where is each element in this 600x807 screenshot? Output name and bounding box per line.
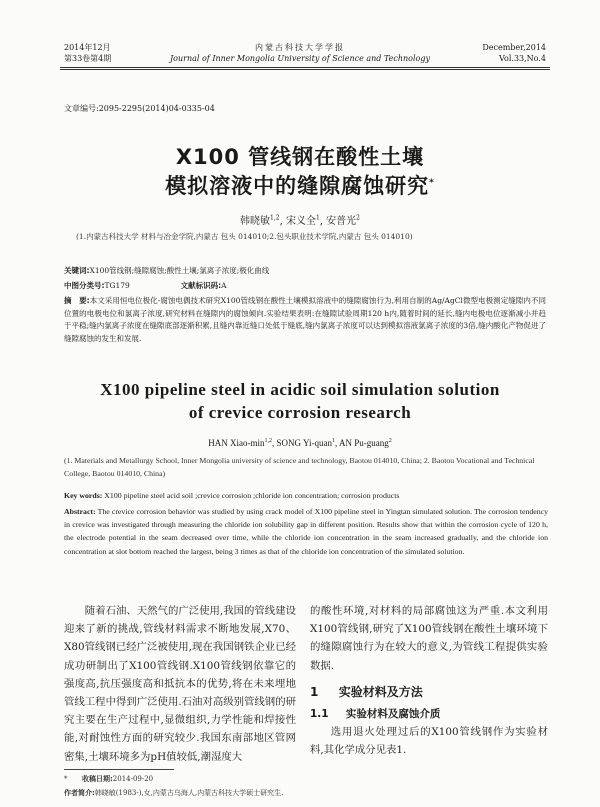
body-right-column [310, 602, 548, 759]
author-cn-1: 韩晓敏 [240, 216, 271, 227]
author-en-3: AN Pu-guang [338, 438, 389, 448]
subsection-title: 实验材料及腐蚀介质 [345, 707, 441, 720]
author-cn-1-sup: 1,2 [270, 214, 280, 222]
title-cn-line1: X100 管线钢在酸性土壤 [175, 145, 425, 169]
classification-value: TG179 [104, 281, 130, 290]
author-info-label: 作者简介: [64, 789, 95, 797]
header-rule [60, 67, 550, 68]
abstract-en [64, 505, 548, 558]
section-1-number: 1 [310, 684, 319, 699]
body-left-paragraph: 随着石油、天然气的广泛使用,我国的管线建设迎来了新的挑战,管线材料需求不断地发展,X70、X80管线钢已经广泛被使用,现在我国钢铁企业已经成功研制出了X100管线钢.X100管线钢依靠它的强度高,抗压强度高和抵抗本的优势,将在未来埋地管线工程中得到广泛使用.石油对高级别管线钢的研究主要在生产过程中,显微组织,力学性能和焊接性能,对耐蚀性方面的研究较少.我国东南部地区管网密集,土壤环境多为pH值较低,潮湿度大 [64, 605, 296, 763]
author-cn-3-sup: 2 [356, 214, 360, 222]
section-1-heading [310, 683, 548, 700]
abstract-cn-label: 摘 要: [64, 296, 90, 305]
header-journal-en: Journal of Inner Mongolia University of Science and Technology [169, 54, 431, 63]
title-footnote-mark: * [429, 178, 435, 188]
header-journal-cn: 内蒙古科技大学学报 [255, 43, 345, 52]
title-en-line1: X100 pipeline steel in acidic soil simulation solution [100, 380, 500, 399]
affiliation-cn: (1.内蒙古科技大学 材料与冶金学院,内蒙古 包头 014010;2.包头职业技术学院,内蒙古 包头 014010) [76, 232, 413, 241]
subsection-number: 1.1 [310, 707, 329, 720]
author-en-2-sup: 1 [331, 438, 335, 444]
keywords-en: X100 pipeline steel acid soil ;crevice corrosion ;chloride ion concentration; corrosion products [104, 491, 400, 500]
journal-date-volume-en [482, 42, 546, 64]
author-cn-2: 宋义全 [285, 216, 316, 227]
header-date-en: December,2014 [482, 43, 546, 52]
keywords-cn: X100管线钢;缝隙腐蚀;酸性土壤;氯离子浓度;极化曲线 [89, 266, 270, 275]
authors-en: HAN Xiao-$\min^{1,2}$, SONG Yi-quan$^1$, AN Pu-guang$^2$ [208, 438, 392, 448]
title-cn-line2-text: 模拟溶液中的缝隙腐蚀研究 [165, 174, 430, 198]
author-en-1: HAN Xiao-min [208, 438, 265, 448]
classification-label: 中图分类号: [64, 281, 105, 290]
title-en-line2: of crevice corrosion research [188, 403, 412, 422]
footnote-received [64, 772, 153, 786]
author-en-2: SONG Yi-quan [276, 438, 332, 448]
abstract-cn-text: 本文采用恒电位极化-腐蚀电偶技术研究X100管线钢在酸性土壤模拟溶液中的缝隙腐蚀行为,利用自制的Ag/AgCl微型电极测定缝隙内不同位置的电极电位和氯离子浓度,研究材料在缝隙内的腐蚀倾向.实验结果表明:在缝隙试验周期120 h内,随着时间的延长,缝内电极电位逐渐减小并趋于平稳;缝内氯离子浓度在缝隙底部逐渐积累,且缝内靠近缝口处低于缝底,缝内氯离子浓度可以达到模拟溶液氯离子浓度的3倍,缝内酸化产物促进了缝隙腐蚀的发生和发展. [64, 296, 547, 343]
author-cn-2-sup: 1 [315, 214, 320, 222]
affiliation-en: (1. Materials and Metallurgy School, Inner Mongolia university of science and technology, Baotou 014010, China; 2. Baotou Vocational and Technical College, Baotou 014010, China) [64, 456, 535, 478]
authors-cn: 韩晓敏$^{1,2}$, 宋义全$^1$, 安普光$^2$ [240, 214, 360, 227]
header-rule-thin [60, 69, 550, 70]
footnote-mark: * [64, 775, 68, 783]
author-info: 韩晓敏(1983-),女,内蒙古乌海人,内蒙古科技大学硕士研究生. [94, 789, 284, 797]
section-1-title: 实验材料及方法 [338, 684, 423, 699]
abstract-cn [64, 295, 546, 345]
author-en-1-sup: 1,2 [264, 438, 273, 444]
keywords-en-label: Key words: [64, 491, 103, 500]
footnote-rule [64, 769, 174, 770]
received-label: 收稿日期: [81, 775, 113, 783]
doc-code-label: 文献标识码: [180, 281, 222, 290]
received-date: 2014-09-20 [112, 775, 154, 783]
article-number: 文章编号:2095-2295(2014)04-0335-04 [64, 104, 215, 113]
subsection-1-1-heading [310, 706, 548, 721]
subsection-paragraph: 选用退火处理过后的X100管线钢作为实验材料,其化学成分见表1. [310, 725, 548, 757]
header-volume-en: Vol.33,No.4 [499, 54, 546, 63]
title-cn-line2 [0, 170, 600, 200]
header-volume-cn: 第33卷第4期 [64, 54, 112, 63]
classification-line [64, 280, 546, 293]
header-date-cn: 2014年12月 [64, 43, 111, 52]
keywords-en-line [64, 489, 548, 502]
body-right-paragraph: 的酸性环境,对材料的局部腐蚀这为严重.本文利用X100管线钢,研究了X100管线钢在酸性土壤环境下的缝隙腐蚀行为在较大的意义,为管线工程提供实验数据. [310, 605, 548, 672]
author-cn-3: 安普光 [326, 216, 357, 227]
keywords-cn-label: 关键词: [64, 266, 90, 275]
author-en-3-sup: 2 [388, 438, 392, 444]
doc-code-value: A [221, 281, 227, 290]
abstract-en-label: Abstract: [64, 507, 96, 516]
footnote-author [64, 786, 283, 800]
abstract-en-text: The crevice corrosion behavior was studied by using crack model of X100 pipeline steel in Yingtan simulated solution. The corrosion tendency in crevice was investigated through measuring the chloride ion solubility gap in different position. Results show that within the corrosion cycle of 120 h, the electrode potential in the seam decreased over time, while the chloride ion concentration in the seam increased gradually, and the chloride ion concentration at slot bottom reached the largest, being 3 times as that of the chloride ion concentration of the simulated solution. [64, 507, 548, 556]
keywords-cn-line [64, 265, 546, 278]
